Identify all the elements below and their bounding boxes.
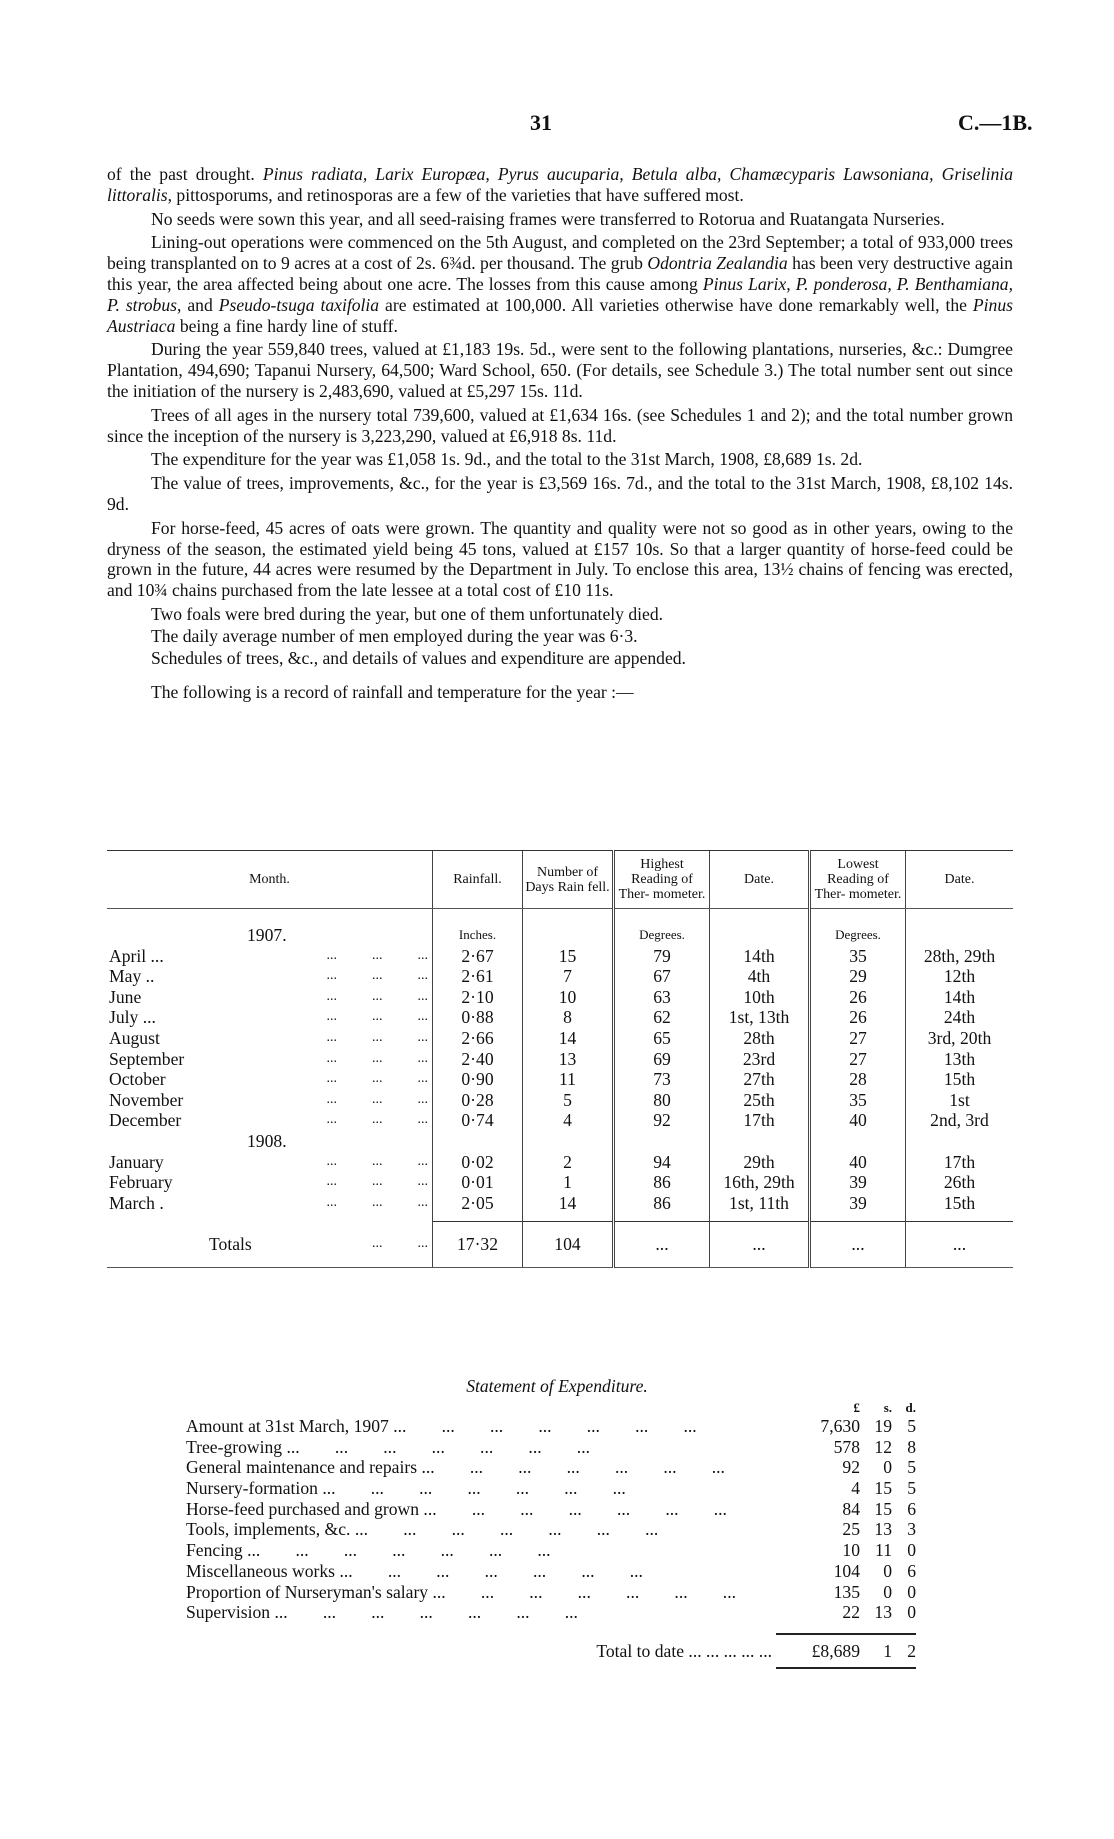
table-row <box>107 946 1013 967</box>
paragraph <box>107 209 1013 230</box>
leader-dots: ... ... ... <box>326 1112 428 1128</box>
expenditure-row <box>186 1561 916 1582</box>
paragraph <box>107 339 1013 401</box>
empty-cell <box>810 1213 906 1222</box>
pounds-value: 10 <box>842 1540 860 1561</box>
table-row <box>107 1049 1013 1070</box>
month-name: May .. <box>109 966 155 987</box>
rain-days-cell: 2 <box>523 1152 614 1173</box>
leader-dots: ... ... ... <box>326 988 428 1004</box>
total-label: Total to date ... ... ... ... ... <box>596 1640 772 1661</box>
expenditure-label: Miscellaneous works ... <box>186 1561 786 1582</box>
header-rainfall: Rainfall. <box>433 851 523 909</box>
empty-cell <box>614 1131 710 1152</box>
rain-days-cell: 14 <box>523 1193 614 1214</box>
empty-cell <box>710 909 810 946</box>
table-header-row <box>107 851 1013 909</box>
expenditure-row <box>186 1437 916 1458</box>
shillings-value: 12 <box>874 1436 892 1457</box>
month-cell <box>107 1090 433 1111</box>
paragraph <box>107 449 1013 470</box>
total-shillings: 1 <box>883 1640 892 1661</box>
leader-dots: ... ... <box>372 1236 428 1252</box>
high-date-cell: 1st, 11th <box>710 1193 810 1214</box>
month-cell <box>107 1110 433 1131</box>
leader-dots: ... ... ... <box>326 1071 428 1087</box>
highest-cell: 65 <box>614 1028 710 1049</box>
leader-dots: ... ... ... <box>326 947 428 963</box>
lowest-cell: 40 <box>810 1152 906 1173</box>
page-number: 31 <box>530 110 552 135</box>
empty-cell <box>906 1213 1014 1222</box>
document-reference: C.—1B. <box>958 110 1033 135</box>
year-label: 1908. <box>247 1130 287 1151</box>
high-date-cell: 25th <box>710 1090 810 1111</box>
pence-value: 3 <box>907 1519 916 1540</box>
rain-days-cell: 14 <box>523 1028 614 1049</box>
pounds-value: 92 <box>842 1457 860 1478</box>
total-lowest: ... <box>810 1222 906 1268</box>
shillings-value: 11 <box>875 1540 892 1561</box>
leader-dots: ... ... ... <box>326 1009 428 1025</box>
pence-value: 0 <box>907 1581 916 1602</box>
pounds-value: 578 <box>833 1436 860 1457</box>
pence-value: 6 <box>907 1498 916 1519</box>
highest-cell: 86 <box>614 1172 710 1193</box>
pence-value: 5 <box>907 1457 916 1478</box>
lowest-cell: 35 <box>810 946 906 967</box>
pounds-value: 25 <box>842 1519 860 1540</box>
text: For horse-feed, 45 acres of oats were grown. The quantity and quality were not so good as in other years, owing to the dryness of the season, the estimated yield being 45 tons, valued at £157 10s. So that a larger quantity of horse-feed could be grown in the future, 44 acres were resumed by the Department in July. To enclose this area, 13½ chains of fencing was erected, and 10¾ chains purchased from the late lessee at a total cost of £10 11s. <box>107 517 1013 601</box>
italic-text: Pseudo-tsuga taxifolia <box>218 294 380 315</box>
low-date-cell: 2nd, 3rd <box>906 1110 1014 1131</box>
rainfall-cell: 2·10 <box>433 987 523 1008</box>
rainfall-cell: 0·02 <box>433 1152 523 1173</box>
text: being a fine hardy line of stuff. <box>175 315 398 336</box>
month-name: August <box>109 1027 160 1048</box>
rain-days-cell: 13 <box>523 1049 614 1070</box>
table-row <box>107 1152 1013 1173</box>
highest-cell: 63 <box>614 987 710 1008</box>
leader-dots: ... ... ... <box>326 1029 428 1045</box>
italic-text: Pinus Larix, P. ponderosa, P. Benthamiana, P. strobus <box>107 273 1014 315</box>
header-rain-days: Number of Days Rain fell. <box>523 851 614 909</box>
expenditure-statement <box>186 1400 916 1662</box>
units-row <box>107 909 1013 946</box>
expenditure-row <box>186 1602 916 1623</box>
header-lowest: Lowest Reading of Ther- mometer. <box>810 851 906 909</box>
shillings-value: 0 <box>883 1581 892 1602</box>
empty-cell <box>433 1213 523 1222</box>
lowest-cell: 26 <box>810 987 906 1008</box>
rain-days-cell: 10 <box>523 987 614 1008</box>
month-cell <box>107 1193 433 1214</box>
highest-cell: 79 <box>614 946 710 967</box>
table-row <box>107 987 1013 1008</box>
highest-cell: 67 <box>614 966 710 987</box>
expenditure-label: Proportion of Nurseryman's salary ... <box>186 1582 786 1603</box>
empty-cell <box>433 1131 523 1152</box>
paragraph <box>107 232 1013 336</box>
month-name: September <box>109 1048 185 1069</box>
low-date-cell: 3rd, 20th <box>906 1028 1014 1049</box>
lowest-cell: 27 <box>810 1028 906 1049</box>
leader-dots: ... ... ... <box>326 1194 428 1210</box>
pounds-value: 104 <box>833 1560 860 1581</box>
text: The following is a record of rainfall and temperature for the year :— <box>151 682 634 703</box>
empty-cell <box>523 1131 614 1152</box>
rainfall-cell: 2·67 <box>433 946 523 967</box>
month-name: October <box>109 1069 166 1090</box>
high-date-cell: 10th <box>710 987 810 1008</box>
shillings-value: 0 <box>883 1560 892 1581</box>
high-date-cell: 27th <box>710 1069 810 1090</box>
text: The value of trees, improvements, &c., for the year is £3,569 16s. 7d., and the total to the 31st March, 1908, £8,102 14s. 9d. <box>107 473 1013 514</box>
expenditure-label: Amount at 31st March, 1907 ... <box>186 1416 786 1437</box>
paragraph <box>107 164 1013 206</box>
paragraph <box>107 604 1013 625</box>
text: , and <box>177 294 219 315</box>
table-row <box>107 1090 1013 1111</box>
pounds-value: 135 <box>833 1581 860 1602</box>
pence-value: 8 <box>907 1436 916 1457</box>
table-row <box>107 1069 1013 1090</box>
rain-days-cell: 1 <box>523 1172 614 1193</box>
paragraph <box>107 626 1013 647</box>
italic-text: Pinus radiata, Larix Europæa, Pyrus aucuparia, Betula alba, Chamæcyparis Lawsoniana, Griselinia littoralis <box>107 164 1013 205</box>
total-rain-days: 104 <box>523 1222 614 1268</box>
expenditure-label: Supervision ... <box>186 1602 786 1623</box>
month-name: March . <box>109 1192 164 1213</box>
pounds-header: £ <box>853 1400 860 1415</box>
month-name: February <box>109 1172 173 1193</box>
text: are estimated at 100,000. All varieties otherwise have done remarkably well, the <box>379 294 973 315</box>
high-date-cell: 28th <box>710 1028 810 1049</box>
pounds-value: 84 <box>842 1498 860 1519</box>
month-cell <box>107 1028 433 1049</box>
highest-cell: 80 <box>614 1090 710 1111</box>
empty-cell <box>523 909 614 946</box>
highest-unit: Degrees. <box>614 909 710 946</box>
paragraph <box>107 648 1013 669</box>
highest-cell: 86 <box>614 1193 710 1214</box>
header-highest: Highest Reading of Ther- mometer. <box>614 851 710 909</box>
rainfall-temperature-table <box>107 850 1013 1268</box>
rain-days-cell: 15 <box>523 946 614 967</box>
lowest-unit: Degrees. <box>810 909 906 946</box>
empty-cell <box>810 1131 906 1152</box>
empty-cell <box>523 1213 614 1222</box>
expenditure-label: Nursery-formation ... <box>186 1478 786 1499</box>
table-row <box>107 1028 1013 1049</box>
high-date-cell: 23rd <box>710 1049 810 1070</box>
lowest-cell: 35 <box>810 1090 906 1111</box>
lowest-cell: 39 <box>810 1172 906 1193</box>
month-cell <box>107 946 433 967</box>
low-date-cell: 24th <box>906 1007 1014 1028</box>
low-date-cell: 17th <box>906 1152 1014 1173</box>
totals-label-cell <box>107 1222 433 1268</box>
pounds-value: 7,630 <box>820 1416 860 1436</box>
table-row <box>107 1193 1013 1214</box>
empty-cell <box>710 1213 810 1222</box>
lowest-cell: 26 <box>810 1007 906 1028</box>
rainfall-cell: 0·74 <box>433 1110 523 1131</box>
paragraph <box>107 473 1013 515</box>
high-date-cell: 14th <box>710 946 810 967</box>
highest-cell: 62 <box>614 1007 710 1028</box>
pence-value: 5 <box>907 1478 916 1499</box>
paragraph <box>107 518 1013 601</box>
totals-row <box>107 1222 1013 1268</box>
highest-cell: 92 <box>614 1110 710 1131</box>
lowest-cell: 27 <box>810 1049 906 1070</box>
pence-value: 0 <box>907 1540 916 1561</box>
month-name: July ... <box>109 1007 156 1028</box>
table-row <box>107 1007 1013 1028</box>
text: Lining-out operations were commenced on the 5th August, and completed on the 23rd September; a total of 933,000 trees being transplanted on to 9 acres at a cost of 2s. 6¾d. per thousand. The grub <box>107 232 1013 274</box>
total-pence: 2 <box>907 1640 916 1661</box>
body-text <box>107 164 1013 706</box>
text: Two foals were bred during the year, but one of them unfortunately died. <box>151 603 664 624</box>
low-date-cell: 13th <box>906 1049 1014 1070</box>
total-low-date: ... <box>906 1222 1014 1268</box>
month-cell <box>107 1049 433 1070</box>
expenditure-row <box>186 1478 916 1499</box>
shillings-value: 15 <box>874 1478 892 1499</box>
highest-cell: 94 <box>614 1152 710 1173</box>
expenditure-row <box>186 1416 916 1437</box>
month-name: January <box>109 1151 164 1172</box>
rain-days-cell: 5 <box>523 1090 614 1111</box>
shillings-header: s. <box>883 1400 892 1415</box>
rainfall-cell: 2·40 <box>433 1049 523 1070</box>
pence-value: 5 <box>907 1416 916 1436</box>
low-date-cell: 14th <box>906 987 1014 1008</box>
year-label: 1907. <box>247 925 287 945</box>
rain-days-cell: 11 <box>523 1069 614 1090</box>
expenditure-row <box>186 1457 916 1478</box>
low-date-cell: 12th <box>906 966 1014 987</box>
header-high-date: Date. <box>710 851 810 909</box>
lowest-cell: 40 <box>810 1110 906 1131</box>
month-cell <box>107 987 433 1008</box>
expenditure-title: Statement of Expenditure. <box>466 1376 648 1396</box>
month-name: November <box>109 1089 184 1110</box>
leader-dots: ... ... ... <box>326 1153 428 1169</box>
low-date-cell: 26th <box>906 1172 1014 1193</box>
shillings-value: 13 <box>874 1519 892 1540</box>
text: The daily average number of men employed during the year was 6·3. <box>151 625 638 646</box>
empty-cell <box>906 1131 1014 1152</box>
month-cell <box>107 966 433 987</box>
empty-cell <box>107 1213 433 1222</box>
low-date-cell: 15th <box>906 1193 1014 1214</box>
leader-dots: ... ... ... <box>326 1050 428 1066</box>
high-date-cell: 4th <box>710 966 810 987</box>
expenditure-label: General maintenance and repairs ... <box>186 1457 786 1478</box>
expenditure-row <box>186 1519 916 1540</box>
month-cell <box>107 1069 433 1090</box>
shillings-value: 19 <box>874 1416 892 1436</box>
italic-text: Pinus Austriaca <box>107 294 1013 336</box>
expenditure-label: Horse-feed purchased and grown ... <box>186 1499 786 1520</box>
month-cell <box>107 1172 433 1193</box>
shillings-value: 0 <box>883 1457 892 1478</box>
rainfall-cell: 2·05 <box>433 1193 523 1214</box>
pence-value: 6 <box>907 1560 916 1581</box>
shillings-value: 13 <box>874 1602 892 1623</box>
text: Schedules of trees, &c., and details of values and expenditure are appended. <box>151 647 686 668</box>
lowest-cell: 39 <box>810 1193 906 1214</box>
year-row <box>107 1131 1013 1152</box>
leader-dots: ... ... ... <box>326 968 428 984</box>
pounds-value: 4 <box>851 1478 860 1499</box>
highest-cell: 73 <box>614 1069 710 1090</box>
rain-days-cell: 8 <box>523 1007 614 1028</box>
high-date-cell: 1st, 13th <box>710 1007 810 1028</box>
lowest-cell: 29 <box>810 966 906 987</box>
expenditure-row <box>186 1499 916 1520</box>
shillings-value: 15 <box>874 1498 892 1519</box>
empty-cell <box>906 909 1014 946</box>
rainfall-unit: Inches. <box>433 909 523 946</box>
rainfall-cell: 0·90 <box>433 1069 523 1090</box>
pence-value: 0 <box>907 1602 916 1623</box>
rainfall-cell: 0·28 <box>433 1090 523 1111</box>
text: The expenditure for the year was £1,058 1s. 9d., and the total to the 31st March, 1908, £8,689 1s. 2d. <box>151 449 863 470</box>
header-month: Month. <box>107 851 433 909</box>
expenditure-label: Fencing ... <box>186 1540 786 1561</box>
empty-cell <box>614 1213 710 1222</box>
total-rainfall: 17·32 <box>433 1222 523 1268</box>
header-low-date: Date. <box>906 851 1014 909</box>
total-high-date: ... <box>710 1222 810 1268</box>
rain-days-cell: 4 <box>523 1110 614 1131</box>
rainfall-cell: 0·88 <box>433 1007 523 1028</box>
paragraph <box>107 405 1013 447</box>
text: of the past drought. <box>107 164 263 184</box>
low-date-cell: 1st <box>906 1090 1014 1111</box>
low-date-cell: 28th, 29th <box>906 946 1014 967</box>
table-row <box>107 1172 1013 1193</box>
rainfall-cell: 2·61 <box>433 966 523 987</box>
expenditure-total-row <box>186 1633 916 1662</box>
spacer-row <box>107 1213 1013 1222</box>
table-row <box>107 1110 1013 1131</box>
leader-dots: ... ... ... <box>326 1091 428 1107</box>
expenditure-label: Tree-growing ... <box>186 1437 786 1458</box>
high-date-cell: 16th, 29th <box>710 1172 810 1193</box>
expenditure-row <box>186 1540 916 1561</box>
text: has been very destructive again this year, the area affected being about one acre. The losses from this cause among <box>107 253 1013 294</box>
low-date-cell: 15th <box>906 1069 1014 1090</box>
italic-text: Odontria Zealandia <box>647 253 788 274</box>
text: During the year 559,840 trees, valued at £1,183 19s. 5d., were sent to the following plantations, nurseries, &c.: Dumgree Plantation, 494,690; Tapanui Nursery, 64,500; Ward School, 650. (For details, see Schedule 3.) The total number sent out since the initiation of the nursery is 2,483,690, valued at £5,297 15s. 11d. <box>107 339 1013 401</box>
table-row <box>107 966 1013 987</box>
month-cell <box>107 1007 433 1028</box>
month-name: December <box>109 1110 182 1131</box>
paragraph <box>107 682 1013 703</box>
rainfall-cell: 2·66 <box>433 1028 523 1049</box>
total-pounds: £8,689 <box>811 1640 860 1661</box>
rainfall-cell: 0·01 <box>433 1172 523 1193</box>
expenditure-column-headers <box>186 1400 916 1416</box>
month-cell <box>107 1152 433 1173</box>
text: , pittosporums, and retinosporas are a few of the varieties that have suffered most. <box>167 184 744 205</box>
pence-header: d. <box>905 1400 916 1415</box>
month-name: April ... <box>109 945 164 966</box>
expenditure-row <box>186 1582 916 1603</box>
high-date-cell: 17th <box>710 1110 810 1131</box>
month-name: June <box>109 986 142 1007</box>
totals-label: Totals <box>209 1234 252 1255</box>
expenditure-label: Tools, implements, &c. ... <box>186 1519 786 1540</box>
leader-dots: ... ... ... <box>326 1174 428 1190</box>
lowest-cell: 28 <box>810 1069 906 1090</box>
rain-days-cell: 7 <box>523 966 614 987</box>
high-date-cell: 29th <box>710 1152 810 1173</box>
text: No seeds were sown this year, and all seed-raising frames were transferred to Rotorua and Ruatangata Nurseries. <box>151 208 945 229</box>
pounds-value: 22 <box>842 1602 860 1623</box>
text: Trees of all ages in the nursery total 739,600, valued at £1,634 16s. (see Schedules 1 and 2); and the total number grown since the inception of the nursery is 3,223,290, valued at £6,918 8s. 11d. <box>107 404 1013 446</box>
highest-cell: 69 <box>614 1049 710 1070</box>
empty-cell <box>710 1131 810 1152</box>
total-highest: ... <box>614 1222 710 1268</box>
